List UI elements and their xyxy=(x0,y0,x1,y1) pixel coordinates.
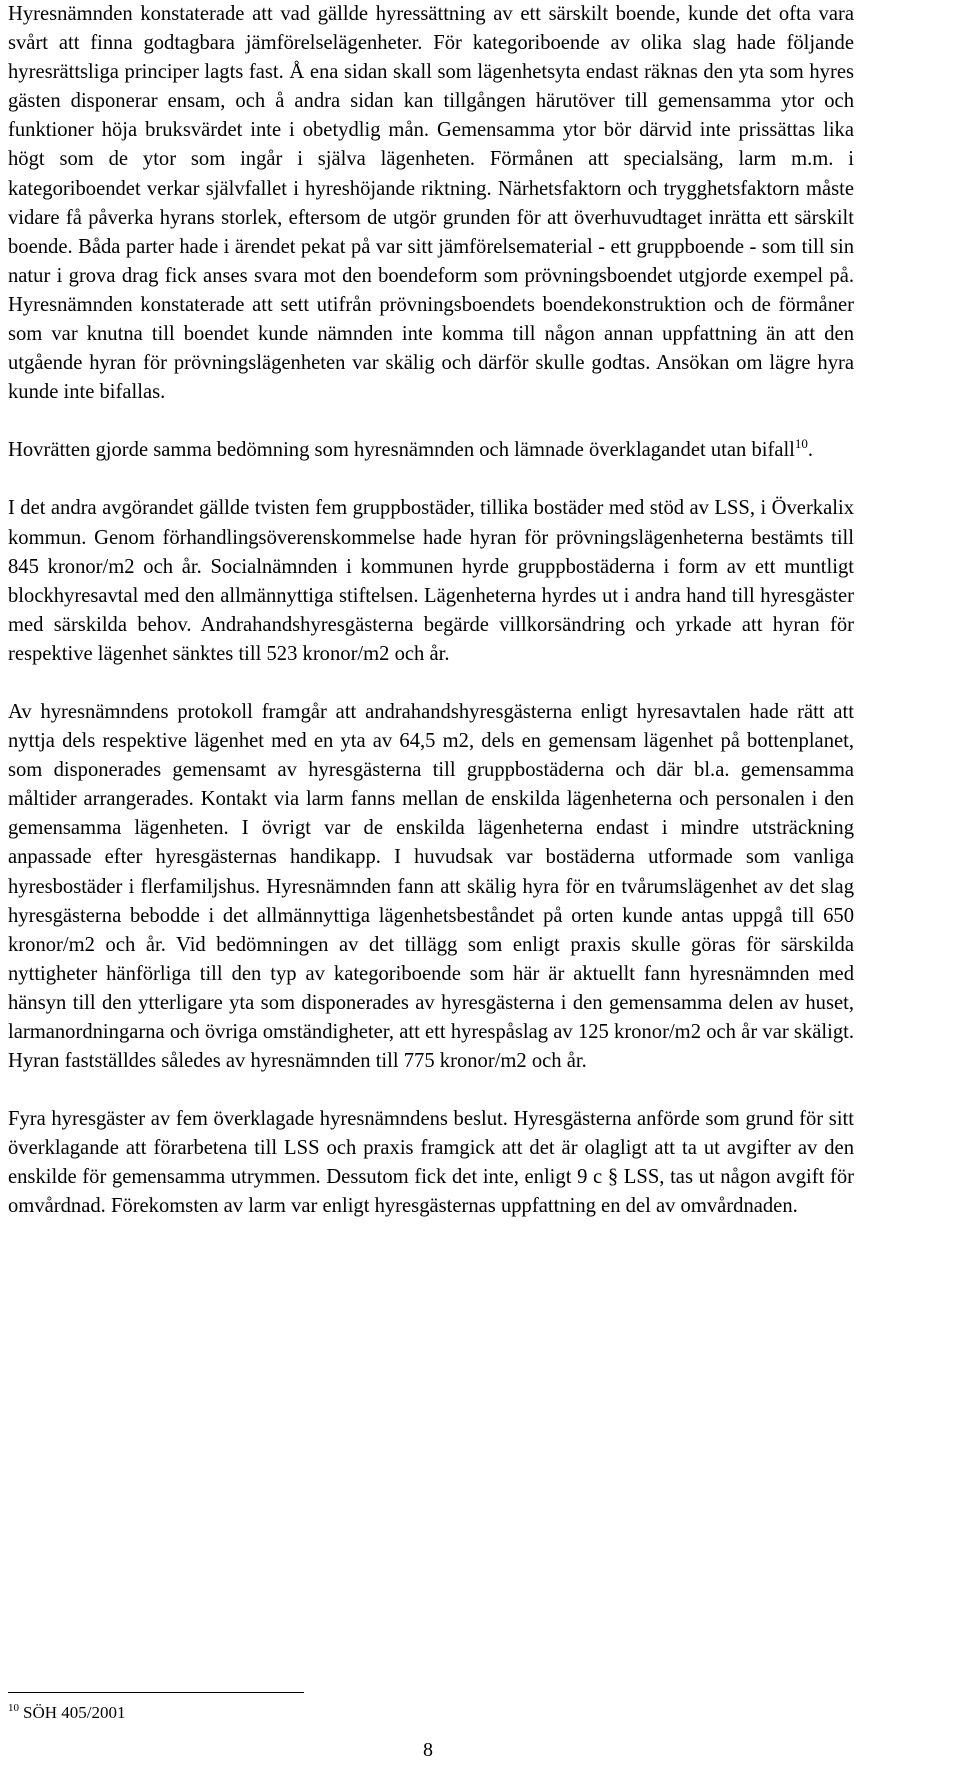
footnote xyxy=(8,1702,125,1724)
page-number: 8 xyxy=(423,1739,433,1761)
footnote-reference: 10 xyxy=(794,436,808,452)
footnote-number: 10 xyxy=(8,1702,19,1715)
paragraph-2 xyxy=(8,436,854,465)
paragraph-2-text: Hovrätten gjorde samma bedömning som hyresnämnden och lämnade överklagandet utan bifall xyxy=(8,439,795,462)
body-text xyxy=(8,0,854,1251)
paragraph-4: Av hyresnämndens protokoll framgår att andrahandshyresgästerna enligt hyresavtalen hade rätt att nyttja dels respektive lägenhet med en yta av 64,5 m2, dels en gemensam lägenhet på bottenplanet, som disponerades gemensamt av hyresgästerna till gruppbostäderna och där bl.a. gemensamma måltider arrangerades. Kontakt via larm fanns mellan de enskilda lägenheterna och personalen i den gemensamma lägenheten. I övrigt var de enskilda lägenheterna endast i mindre utsträckning anpassade efter hyresgästernas handikapp. I huvudsak var bostäderna utformade som vanliga hyresbostäder i flerfamiljshus. Hyresnämnden fann att skälig hyra för en tvårumslägenhet av det slag hyresgästerna bebodde i det allmännyttiga lägenhetsbeståndet på orten kunde antas uppgå till 650 kronor/m2 och år. Vid bedömningen av det tillägg som enligt praxis skulle göras för särskilda nyttigheter hänförliga till den typ av kategoriboende som här är aktuellt fann hyresnämnden med hänsyn till den ytterligare yta som disponerades av hyresgästerna i den gemensamma delen av huset, larmanordningarna och övriga omständigheter, att ett hyrespåslag av 125 kronor/m2 och år var skäligt. Hyran fastställdes således av hyresnämnden till 775 kronor/m2 och år. xyxy=(8,700,854,1073)
paragraph-2-end: . xyxy=(807,439,814,462)
paragraph-3: I det andra avgörandet gällde tvisten fem gruppbostäder, tillika bostäder med stöd av LSS, i Överkalix kommun. Genom förhandlingsöverenskommelse hade hyran för prövningslägenheterna bestämts till 845 kronor/m2 och år. Socialnämnden i kommunen hyrde gruppbostäderna i form av ett muntligt blockhyresavtal med den allmännyttiga stiftelsen. Lägenheterna hyrdes ut i andra hand till hyresgäster med särskilda behov. Andrahandshyresgästerna begärde villkorsändring och yrkade att hyran för respektive lägenhet sänktes till 523 kronor/m2 och år. xyxy=(8,497,854,665)
paragraph-1: Hyresnämnden konstaterade att vad gällde hyressättning av ett särskilt boende, kunde det ofta vara svårt att finna godtagbara jämförelselägenheter. För kategoriboende av olika slag hade följande hyresrättsliga principer lagts fast. Å ena sidan skall som lägenhetsyta endast räknas den yta som hyres gästen disponerar ensam, och å andra sidan kan tillgången härutöver till gemensamma ytor och funktioner höja bruksvärdet inte i obetydlig mån. Gemensamma ytor bör därvid inte prissättas lika högt som de ytor som ingår i själva lägenheten. Förmånen att specialsäng, larm m.m. i kategoriboendet verkar självfallet i hyreshöjande riktning. Närhetsfaktorn och trygghetsfaktorn måste vidare få påverka hyrans storlek, eftersom de utgör grunden för att överhuvudtaget inrätta ett särskilt boende. Båda parter hade i ärendet pekat på var sitt jämförelsematerial - ett gruppboende - som till sin natur i grova drag fick anses svara mot den boendeform som prövningsboendet utgjorde exempel på. Hyresnämnden konstaterade att sett utifrån prövningsboendets boendekonstruktion och de förmåner som var knutna till boendet kunde nämnden inte komma till någon annan uppfattning än att den utgående hyran för prövningslägenheten var skälig och därför skulle godtas. Ansökan om lägre hyra kunde inte bifallas. xyxy=(8,3,854,404)
paragraph-5: Fyra hyresgäster av fem överklagade hyresnämndens beslut. Hyresgästerna anförde som grund för sitt överklagande att förarbetena till LSS och praxis framgick att det är olagligt att ta ut avgifter av den enskilde för gemensamma utrymmen. Dessutom fick det inte, enligt 9 c § LSS, tas ut någon avgift för omvårdnad. Förekomsten av larm var enligt hyresgästernas uppfattning en del av omvårdnaden. xyxy=(8,1108,854,1218)
footnote-text: SÖH 405/2001 xyxy=(23,1703,126,1722)
footnote-divider xyxy=(8,1692,304,1693)
